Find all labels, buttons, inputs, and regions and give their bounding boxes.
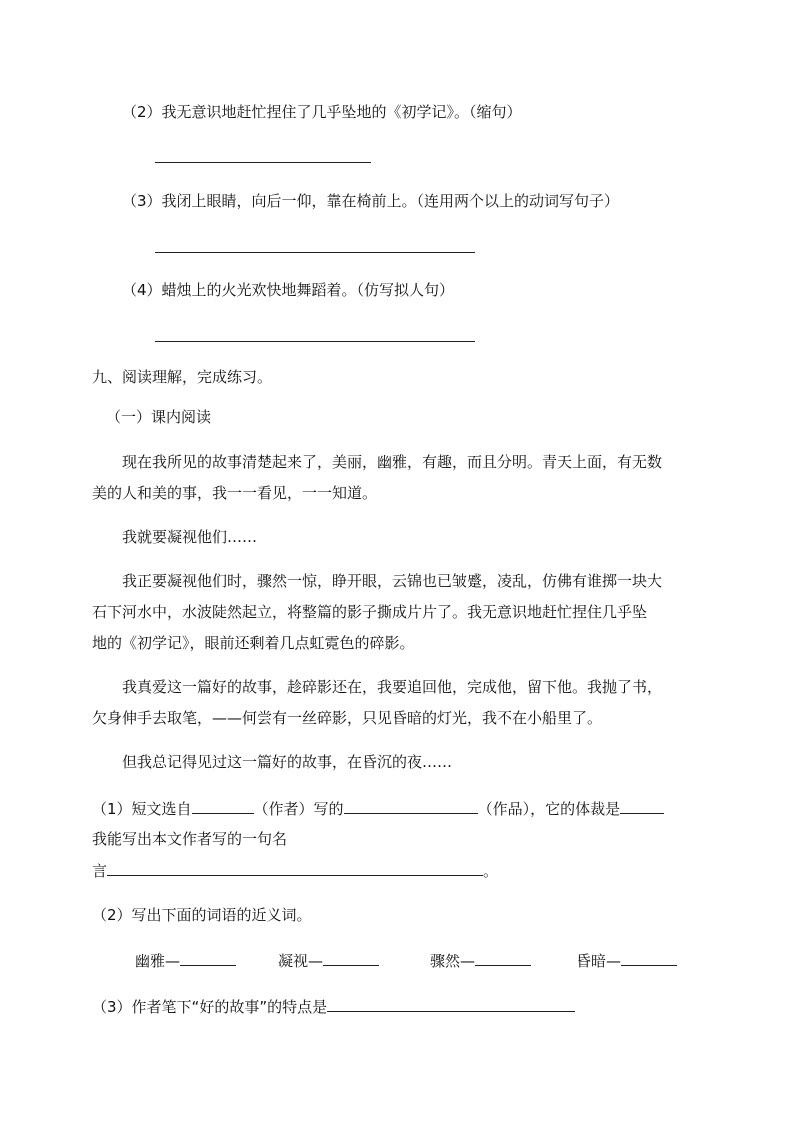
passage-p2: 我就要凝视他们…… — [122, 528, 258, 546]
synonym-word: 凝视— — [278, 952, 324, 970]
passage-p5: 但我总记得见过这一篇好的故事，在昏沉的夜…… — [122, 753, 453, 771]
passage-p3-line2: 石下河水中，水波陡然起立，将整篇的影子撕成片片了。我无意识地赶忙捏住几乎坠 — [92, 603, 648, 621]
exercise-2-text: （2）我无意识地赶忙捏住了几乎坠地的《初学记》。（缩句） — [122, 103, 522, 121]
synonym-blank[interactable] — [621, 950, 677, 966]
synonym-blank[interactable] — [180, 950, 236, 966]
synonym-item-3 — [430, 950, 531, 971]
question-1-line2: 我能写出本文作者写的一句名 — [92, 830, 288, 848]
question-1-part-b: （作者）写的 — [253, 800, 344, 818]
passage-p1-line1: 现在我所见的故事清楚起来了，美丽，幽雅，有趣，而且分明。青天上面，有无数 — [122, 453, 663, 471]
synonym-word: 幽雅— — [135, 952, 181, 970]
synonym-blank[interactable] — [475, 950, 531, 966]
exercise-3-answer-blank[interactable] — [155, 252, 475, 253]
question-3-prompt: （3）作者笔下“好的故事”的特点是 — [92, 998, 328, 1016]
section-9-subheading: （一）课内阅读 — [106, 408, 212, 426]
exercise-4-text: （4）蜡烛上的火光欢快地舞蹈着。（仿写拟人句） — [122, 281, 455, 299]
question-1-line1 — [92, 798, 664, 819]
passage-p4-line2: 欠身伸手去取笔，——何尝有一丝碎影，只见昏暗的灯光，我不在小船里了。 — [92, 709, 603, 727]
synonym-item-1 — [135, 950, 236, 971]
passage-p4-line1: 我真爱这一篇好的故事，趁碎影还在，我要追回他，完成他，留下他。我抛了书， — [122, 678, 663, 696]
question-1-line3-end: 。 — [483, 862, 499, 880]
characteristics-blank[interactable] — [327, 996, 575, 1012]
passage-p3-line3: 地的《初学记》，眼前还剩着几点虹霓色的碎影。 — [92, 634, 415, 652]
question-1-part-a: （1）短文选自 — [92, 800, 192, 818]
question-2-prompt: （2）写出下面的词语的近义词。 — [92, 906, 312, 924]
work-blank[interactable] — [344, 798, 478, 814]
question-1-line3-start: 言 — [92, 862, 108, 880]
synonym-word: 骤然— — [430, 952, 476, 970]
exercise-4-answer-blank[interactable] — [155, 341, 475, 342]
question-1-part-c: （作品），它的体裁是 — [477, 800, 621, 818]
passage-p3-line1: 我正要凝视他们时，骤然一惊，睁开眼，云锦也已皱蹙，凌乱，仿佛有谁掷一块大 — [122, 572, 663, 590]
passage-p1-line2: 美的人和美的事，我一一看见，一一知道。 — [92, 484, 378, 502]
question-1-line3 — [92, 860, 498, 881]
synonym-word: 昏暗— — [576, 952, 622, 970]
synonym-blank[interactable] — [323, 950, 379, 966]
exercise-2-answer-blank[interactable] — [155, 162, 371, 163]
synonym-item-2 — [278, 950, 379, 971]
exercise-3-text: （3）我闭上眼睛，向后一仰，靠在椅前上。（连用两个以上的动词写句子） — [122, 192, 620, 210]
synonym-item-4 — [576, 950, 677, 971]
section-9-heading: 九、阅读理解，完成练习。 — [92, 368, 273, 386]
question-3-line — [92, 996, 575, 1017]
author-blank[interactable] — [192, 798, 254, 814]
genre-blank[interactable] — [620, 798, 664, 814]
quote-blank[interactable] — [107, 860, 483, 876]
